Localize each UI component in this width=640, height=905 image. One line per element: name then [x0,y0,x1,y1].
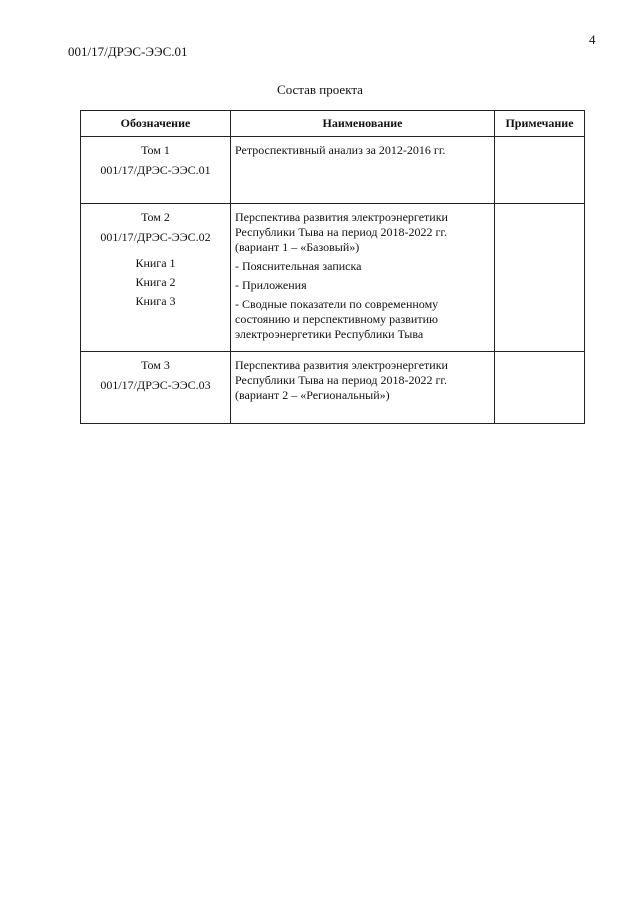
name-cell [231,352,495,424]
volume-name: Ретроспективный анализ за 2012-2016 гг. [235,143,446,157]
volume-name: Перспектива развития электроэнергетики Республики Тыва на период 2018-2022 гг. (вариант 2 – «Региональный») [235,358,448,402]
volume-label: Том 1 [141,143,170,157]
designation-cell [81,352,231,424]
header-note: Примечание [495,111,585,137]
note-cell [495,137,585,204]
book-label: Книга 2 [135,275,176,289]
book-label: Книга 3 [135,294,176,308]
volume-name: Перспектива развития электроэнергетики Республики Тыва на период 2018-2022 гг. (вариант 1 – «Базовый») [235,210,448,254]
name-cell [231,204,495,352]
volume-code: 001/17/ДРЭС-ЭЭС.01 [100,163,211,177]
table-row [81,352,585,424]
name-cell [231,137,495,204]
note-cell [495,204,585,352]
page-number: 4 [589,32,596,47]
header-designation: Обозначение [81,111,231,137]
document-code: 001/17/ДРЭС-ЭЭС.01 [68,44,188,59]
book-label: Книга 1 [135,256,176,270]
book-name: - Сводные показатели по современному состоянию и перспективному развитию электроэнергетики Республики Тыва [235,297,439,341]
volume-label: Том 2 [141,210,170,224]
project-composition-table [80,110,585,424]
book-name: - Приложения [235,278,307,292]
designation-cell [81,137,231,204]
volume-label: Том 3 [141,358,170,372]
note-cell [495,352,585,424]
designation-cell [81,204,231,352]
header-name: Наименование [231,111,495,137]
volume-code: 001/17/ДРЭС-ЭЭС.02 [100,230,211,244]
page-title: Состав проекта [277,82,363,97]
table-row [81,137,585,204]
table-header-row [81,111,585,137]
book-name: - Пояснительная записка [235,259,362,273]
table-row [81,204,585,352]
volume-code: 001/17/ДРЭС-ЭЭС.03 [100,378,211,392]
